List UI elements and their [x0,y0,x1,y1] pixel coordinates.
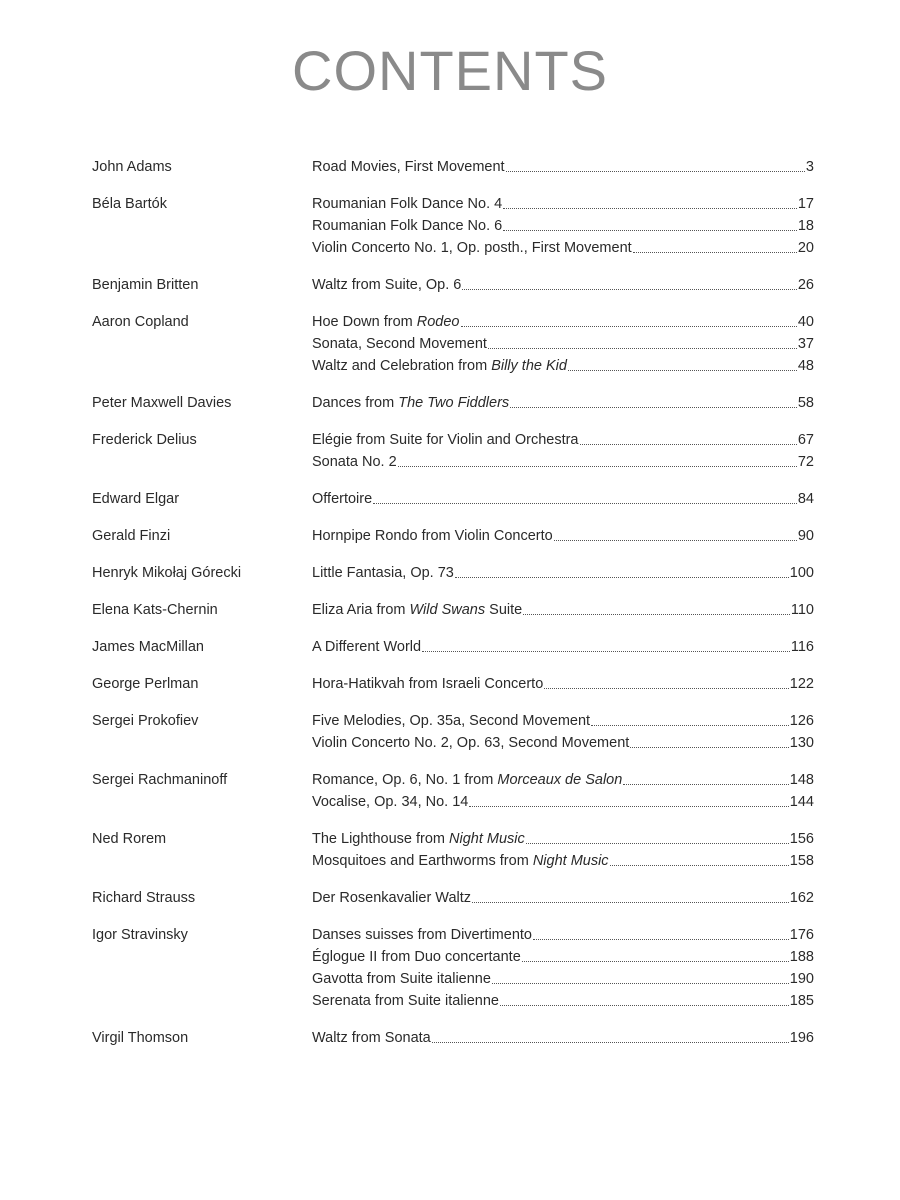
work-title-text: Waltz from Sonata [312,1030,431,1046]
composer-name: Elena Kats-Chernin [92,602,218,618]
work-title-text: Sonata, Second Movement [312,336,487,352]
composer-name: Virgil Thomson [92,1030,189,1046]
composer-name: Béla Bartók [92,196,167,212]
composer-group [92,710,814,754]
page-number: 148 [789,772,814,788]
work-list [312,673,814,695]
page-number: 84 [797,491,814,507]
dot-leader [523,613,790,615]
work-title [312,392,509,414]
toc-entry[interactable] [312,451,814,473]
toc-entry[interactable] [312,333,814,355]
toc-entry[interactable] [312,710,814,732]
toc-entry[interactable] [312,990,814,1012]
work-title [312,850,609,872]
dot-leader [472,901,789,903]
work-title [312,237,632,259]
composer-name: Edward Elgar [92,491,180,507]
work-title-text: Mosquitoes and Earthworms from [312,853,533,869]
work-title [312,429,579,451]
composer-name: Sergei Rachmaninoff [92,772,228,788]
composer-name: Richard Strauss [92,890,196,906]
work-title [312,215,502,237]
work-title [312,990,499,1012]
page-number: 185 [789,993,814,1009]
dot-leader [580,443,797,445]
work-list [312,392,814,414]
composer-name: Henryk Mikołaj Górecki [92,565,242,581]
toc-entry[interactable] [312,429,814,451]
work-title-text: Road Movies, First Movement [312,159,505,175]
work-list [312,887,814,909]
work-list [312,488,814,510]
page-number: 122 [789,676,814,692]
work-title-text: Violin Concerto No. 2, Op. 63, Second Movement [312,735,630,751]
page-number: 190 [789,971,814,987]
work-list [312,562,814,584]
page-number: 100 [789,565,814,581]
page-number: 18 [797,218,814,234]
composer-name: James MacMillan [92,639,204,655]
composer-name: Ned Rorem [92,831,167,847]
toc-entry[interactable] [312,562,814,584]
page-number: 116 [790,639,814,655]
work-title-text: Serenata from Suite italienne [312,993,499,1009]
work-title-text: Roumanian Folk Dance No. 4 [312,196,503,212]
work-title [312,333,487,355]
dot-leader [492,982,789,984]
toc-entry[interactable] [312,828,814,850]
work-title [312,732,629,754]
composer-name: Benjamin Britten [92,277,199,293]
work-title [312,525,553,547]
page-number: 72 [797,454,814,470]
work-list [312,828,814,872]
page-number: 17 [797,196,814,212]
work-title [312,355,567,377]
work-title [312,710,590,732]
page-number: 162 [789,890,814,906]
dot-leader [398,465,797,467]
work-list [312,193,814,259]
page-number: 40 [797,314,814,330]
dot-leader [533,938,789,940]
page-number: 58 [797,395,814,411]
composer-group [92,769,814,813]
work-title [312,791,468,813]
work-list [312,156,814,178]
page-number: 3 [805,159,814,175]
toc-entry[interactable] [312,237,814,259]
dot-leader [610,864,789,866]
dot-leader [568,369,797,371]
composer-group [92,392,814,414]
page-number: 90 [797,528,814,544]
dot-leader [544,687,789,689]
dot-leader [432,1041,789,1043]
toc-entry[interactable] [312,215,814,237]
work-title-text: Waltz and Celebration from [312,358,492,374]
page-number: 176 [789,927,814,943]
composer-name: Sergei Prokofiev [92,713,199,729]
page-number: 188 [789,949,814,965]
dot-leader [455,576,789,578]
page-number: 37 [797,336,814,352]
toc-entry[interactable] [312,850,814,872]
work-title-text: Hora-Hatikvah from Israeli Concerto [312,676,544,692]
dot-leader [506,170,805,172]
dot-leader [373,502,797,504]
work-list [312,311,814,377]
composer-group [92,274,814,296]
dot-leader [422,650,790,652]
dot-leader [500,1004,789,1006]
work-title-text: Hoe Down from [312,314,417,330]
work-title-italic: Morceaux de Salon [497,772,623,788]
page-number: 48 [797,358,814,374]
toc-entry[interactable] [312,193,814,215]
work-list [312,1027,814,1049]
work-title-text: Eliza Aria from [312,602,410,618]
toc-entry[interactable] [312,791,814,813]
composer-group [92,525,814,547]
toc-entry[interactable] [312,355,814,377]
work-title-text: Hornpipe Rondo from Violin Concerto [312,528,553,544]
toc-entry[interactable] [312,673,814,695]
work-list [312,599,814,621]
dot-leader [461,325,797,327]
work-title [312,1027,431,1049]
work-title-text: Romance, Op. 6, No. 1 from [312,772,498,788]
dot-leader [462,288,797,290]
work-title [312,488,372,510]
work-title-italic: The Two Fiddlers [398,395,510,411]
work-title [312,769,622,791]
work-list [312,710,814,754]
composer-group [92,562,814,584]
composer-group [92,673,814,695]
page-number: 67 [797,432,814,448]
page-number: 130 [789,735,814,751]
work-list [312,525,814,547]
toc-entry[interactable] [312,156,814,178]
page-title: CONTENTS [292,39,608,102]
composer-group [92,1027,814,1049]
work-title [312,828,525,850]
composer-group [92,429,814,473]
page-number: 110 [790,602,814,618]
table-of-contents [92,156,814,1064]
work-title [312,887,471,909]
dot-leader [591,724,789,726]
composer-name: Frederick Delius [92,432,197,448]
toc-entry[interactable] [312,488,814,510]
work-title-italic: Wild Swans [409,602,486,618]
toc-entry[interactable] [312,732,814,754]
toc-entry[interactable] [312,392,814,414]
dot-leader [503,207,797,209]
work-list [312,274,814,296]
work-title [312,451,397,473]
page-number: 156 [789,831,814,847]
work-title-text: Sonata No. 2 [312,454,397,470]
work-title-text: Églogue II from Duo concertante [312,949,521,965]
work-title-suffix: Suite [485,602,523,618]
composer-name: Aaron Copland [92,314,189,330]
work-title-text: Danses suisses from Divertimento [312,927,532,943]
work-title-text: Offertoire [312,491,373,507]
composer-name: George Perlman [92,676,199,692]
composer-name: Peter Maxwell Davies [92,395,232,411]
work-title-italic: Billy the Kid [491,358,567,374]
page-number: 158 [789,853,814,869]
composer-name: John Adams [92,159,172,175]
dot-leader [522,960,789,962]
work-title [312,924,532,946]
dot-leader [510,406,797,408]
composer-group [92,636,814,658]
work-title-italic: Rodeo [416,314,460,330]
work-title [312,193,502,215]
work-title-italic: Night Music [449,831,525,847]
work-title-text: A Different World [312,639,422,655]
composer-group [92,193,814,259]
toc-entry[interactable] [312,636,814,658]
dot-leader [633,251,797,253]
toc-entry[interactable] [312,887,814,909]
work-title [312,673,543,695]
toc-entry[interactable] [312,525,814,547]
page-number: 196 [789,1030,814,1046]
dot-leader [554,539,797,541]
work-list [312,636,814,658]
dot-leader [469,805,788,807]
work-title [312,636,421,658]
composer-name: Gerald Finzi [92,528,171,544]
dot-leader [503,229,797,231]
work-title-text: Elégie from Suite for Violin and Orchestra [312,432,579,448]
work-list [312,769,814,813]
work-title-text: Gavotta from Suite italienne [312,971,491,987]
work-title-text: Roumanian Folk Dance No. 6 [312,218,503,234]
composer-group [92,828,814,872]
toc-entry[interactable] [312,1027,814,1049]
dot-leader [488,347,797,349]
work-title-italic: Night Music [532,853,609,869]
work-title [312,274,461,296]
work-list [312,429,814,473]
work-title [312,968,491,990]
page-number: 126 [789,713,814,729]
composer-group [92,311,814,377]
work-title-text: Violin Concerto No. 1, Op. posth., First Movement [312,240,632,256]
work-title-text: Der Rosenkavalier Waltz [312,890,472,906]
composer-name: Igor Stravinsky [92,927,188,943]
page-number: 26 [797,277,814,293]
dot-leader [630,746,789,748]
composer-group [92,156,814,178]
toc-entry[interactable] [312,311,814,333]
work-title-text: Dances from [312,395,399,411]
work-title-text: Little Fantasia, Op. 73 [312,565,454,581]
toc-entry[interactable] [312,946,814,968]
work-title [312,946,521,968]
work-title-text: The Lighthouse from [312,831,450,847]
toc-entry[interactable] [312,599,814,621]
composer-group [92,887,814,909]
work-title [312,311,460,333]
page-number: 20 [797,240,814,256]
toc-entry[interactable] [312,274,814,296]
composer-group [92,599,814,621]
toc-entry[interactable] [312,924,814,946]
composer-group [92,924,814,1012]
dot-leader [623,783,789,785]
work-title-text: Waltz from Suite, Op. 6 [312,277,462,293]
work-title [312,156,505,178]
toc-entry[interactable] [312,968,814,990]
dot-leader [526,842,789,844]
composer-group [92,488,814,510]
work-list [312,924,814,1012]
work-title-text: Vocalise, Op. 34, No. 14 [312,794,469,810]
work-title [312,599,522,621]
page-number: 144 [789,794,814,810]
toc-entry[interactable] [312,769,814,791]
work-title-text: Five Melodies, Op. 35a, Second Movement [312,713,591,729]
work-title [312,562,454,584]
